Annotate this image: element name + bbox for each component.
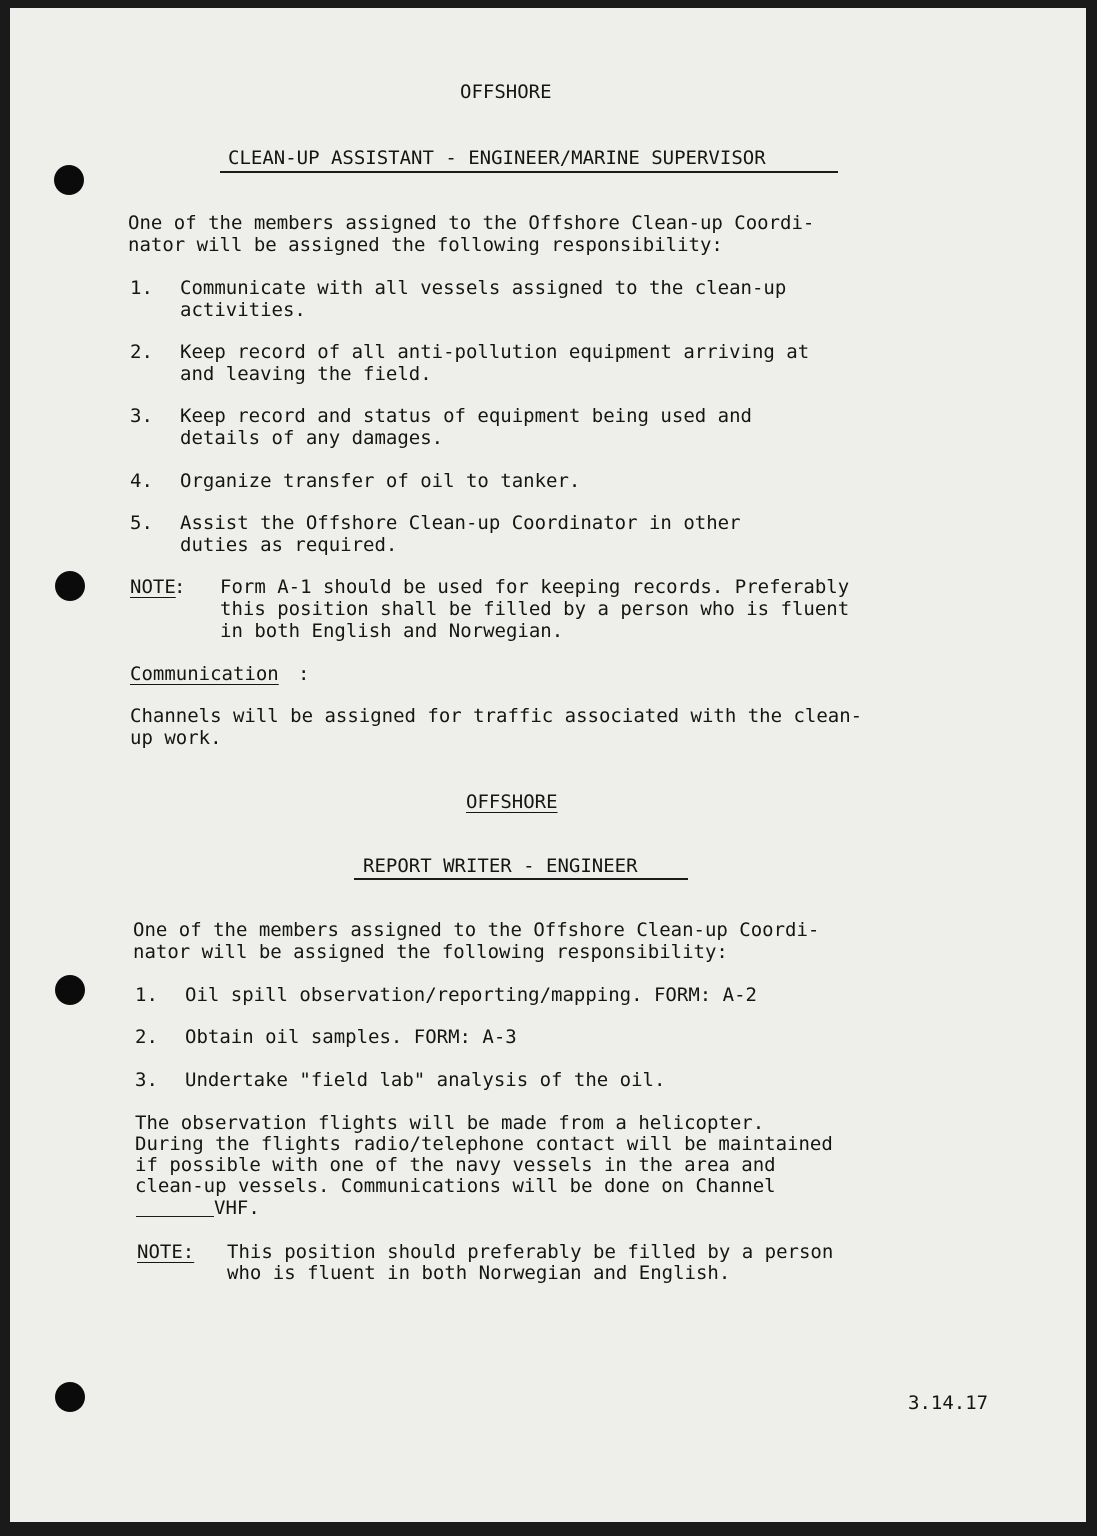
list-item-line: activities.	[180, 299, 306, 321]
section1-title: CLEAN-UP ASSISTANT - ENGINEER/MARINE SUPERVISOR	[228, 147, 766, 169]
list-item-line: and leaving the field.	[180, 363, 432, 385]
list-item-line: Assist the Offshore Clean-up Coordinator in other	[180, 512, 741, 534]
list-item-number: 5.	[130, 512, 153, 534]
section1-intro-line-2: nator will be assigned the following responsibility:	[128, 234, 723, 256]
section1-intro-line-1: One of the members assigned to the Offshore Clean-up Coordi-	[128, 212, 815, 234]
section2-intro-line-1: One of the members assigned to the Offshore Clean-up Coordi-	[133, 919, 820, 941]
channel-blank-line	[136, 1216, 214, 1217]
document-page	[10, 8, 1086, 1522]
list-item-text: Obtain oil samples. FORM: A-3	[185, 1026, 517, 1048]
communication-line: up work.	[130, 727, 222, 749]
paragraph-line: During the flights radio/telephone contact will be maintained	[135, 1133, 833, 1155]
note-label: NOTE	[130, 576, 176, 598]
note-line: Form A-1 should be used for keeping records. Preferably	[220, 576, 850, 598]
list-item-line: Keep record and status of equipment being used and	[180, 405, 752, 427]
section2-heading: OFFSHORE	[466, 791, 558, 813]
list-item-number: 4.	[130, 470, 153, 492]
list-item-text: Oil spill observation/reporting/mapping. FORM: A-2	[185, 984, 757, 1006]
section2-title-underline	[354, 878, 688, 880]
communication-line: Channels will be assigned for traffic associated with the clean-	[130, 705, 863, 727]
list-item-number: 2.	[135, 1026, 158, 1048]
list-item-line: Organize transfer of oil to tanker.	[180, 470, 581, 492]
section2-title: REPORT WRITER - ENGINEER	[363, 855, 638, 877]
page-number: 3.14.17	[908, 1392, 989, 1414]
section2-intro-line-2: nator will be assigned the following responsibility:	[133, 941, 728, 963]
paragraph-line: The observation flights will be made from a helicopter.	[135, 1112, 765, 1134]
punch-hole-top	[54, 165, 84, 195]
section1-title-underline	[220, 171, 838, 173]
list-item-number: 3.	[135, 1069, 158, 1091]
punch-hole-upper-middle	[55, 571, 85, 601]
list-item-number: 1.	[135, 984, 158, 1006]
note-line: who is fluent in both Norwegian and English.	[227, 1262, 731, 1284]
note-label: NOTE:	[137, 1241, 195, 1263]
section1-heading: OFFSHORE	[460, 81, 552, 103]
list-item-text: Undertake "field lab" analysis of the oil.	[185, 1069, 666, 1091]
communication-colon: :	[298, 663, 310, 685]
punch-hole-bottom	[55, 1382, 85, 1412]
note-line: this position shall be filled by a person who is fluent	[220, 598, 850, 620]
list-item-line: details of any damages.	[180, 427, 444, 449]
note-line: This position should preferably be filled by a person	[227, 1241, 834, 1263]
list-item-number: 2.	[130, 341, 153, 363]
note-line: in both English and Norwegian.	[220, 620, 564, 642]
paragraph-line: clean-up vessels. Communications will be done on Channel	[135, 1175, 776, 1197]
list-item-line: duties as required.	[180, 534, 398, 556]
paragraph-line: if possible with one of the navy vessels in the area and	[135, 1154, 776, 1176]
list-item-line: Communicate with all vessels assigned to the clean-up	[180, 277, 787, 299]
punch-hole-lower-middle	[55, 975, 85, 1005]
communication-label: Communication	[130, 663, 279, 685]
list-item-number: 1.	[130, 277, 153, 299]
list-item-number: 3.	[130, 405, 153, 427]
note-colon: :	[174, 576, 186, 598]
channel-suffix: VHF.	[214, 1197, 260, 1219]
list-item-line: Keep record of all anti-pollution equipment arriving at	[180, 341, 810, 363]
